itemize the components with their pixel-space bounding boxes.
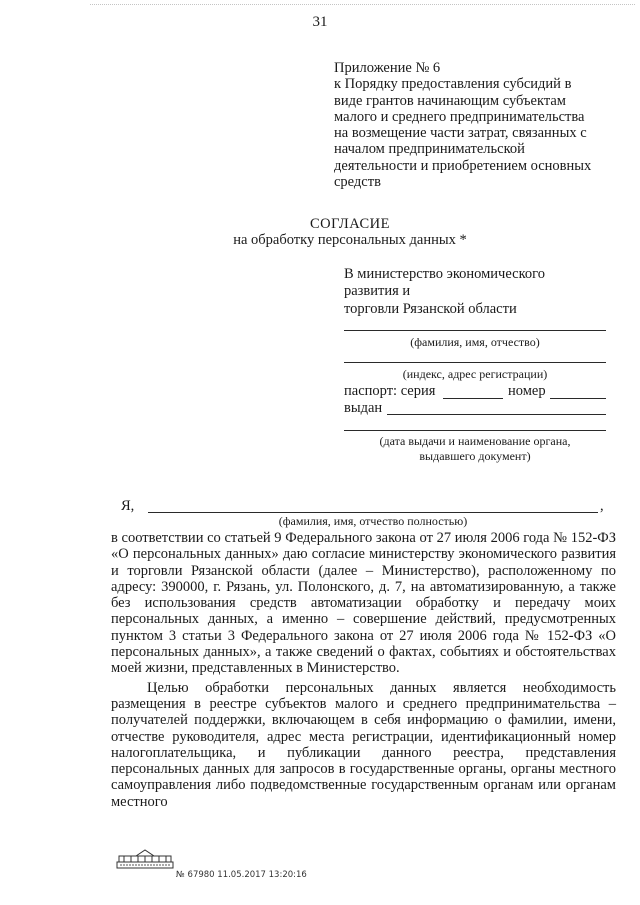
appendix-line: деятельности и приобретением основных xyxy=(334,157,592,174)
scan-edge-line xyxy=(90,4,635,5)
fio-input-line[interactable] xyxy=(344,330,606,331)
passport-number-field[interactable] xyxy=(550,398,606,399)
full-name-field[interactable] xyxy=(148,512,598,513)
appendix-line: малого и среднего предпринимательства xyxy=(334,108,585,125)
appendix-line: на возмещение части затрат, связанных с xyxy=(334,125,587,142)
issued-label: выдан xyxy=(344,400,383,416)
appendix-line: виде грантов начинающим субъектам xyxy=(334,92,566,109)
appendix-line: средств xyxy=(334,174,381,191)
document-subtitle: на обработку персональных данных * xyxy=(233,232,467,248)
addressee-block xyxy=(344,266,614,318)
registration-stamp: № 67980 11.05.2017 13:20:16 xyxy=(176,870,307,880)
full-name-caption: (фамилия, имя, отчество полностью) xyxy=(278,514,468,528)
building-stamp-icon xyxy=(116,848,174,870)
consent-paragraph-2: Целью обработки персональных данных является необходимость размещения в реестре субъектов малого и среднего предпринимательства – получателей поддержки, включающем в себя информацию о фамилии, имени, отчестве руководителя, адрес места регистрации, идентификационный номер налогоплательщика, и публикации данного реестра, представления персональных данных для запросов в государственные органы, органы местного самоуправления либо подведомственные государственным органам или органам местного xyxy=(111,679,616,810)
page-number: 31 xyxy=(312,14,328,30)
consent-paragraph-1: в соответствии со статьей 9 Федерального закона от 27 июля 2006 года № 152-ФЗ «О персональных данных» даю согласие министерству экономического развития и торговли Рязанской области (далее – Министерство), расположенному по адресу: 390000, г. Рязань, ул. Полонского, д. 7, на автоматизированную, а также без использования средств автоматизации обработку и передачу моих персональных данных, а именно – совершение действий, предусмотренных пунктом 3 статьи 3 Федерального закона от 27 июля 2006 года № 152-ФЗ «О персональных данных», а также сведений о фактах, событиях и обстоятельствах моей жизни, представленных в Министерство. xyxy=(111,530,616,677)
issued-field[interactable] xyxy=(387,414,606,415)
document-title: СОГЛАСИЕ xyxy=(309,216,391,232)
issued-field-second-line[interactable] xyxy=(344,430,606,431)
ya-label: Я, xyxy=(121,498,135,514)
fio-caption: (фамилия, имя, отчество) xyxy=(410,335,540,349)
appendix-heading: Приложение № 6 xyxy=(334,60,441,76)
appendix-line: началом предпринимательской xyxy=(334,141,525,158)
passport-number-label: номер xyxy=(508,383,546,399)
comma-mark: , xyxy=(600,498,604,514)
address-caption: (индекс, адрес регистрации) xyxy=(402,367,548,381)
issue-caption-line-2: выдавшего документ) xyxy=(419,449,531,463)
addressee-line-1: В министерство экономического xyxy=(344,266,545,282)
appendix-line: к Порядку предоставления субсидий в xyxy=(334,76,572,93)
addressee-line-3: торговли Рязанской области xyxy=(344,300,517,317)
issue-caption-line-1: (дата выдачи и наименование органа, xyxy=(379,434,571,448)
address-input-line[interactable] xyxy=(344,362,606,363)
addressee-line-2: развития и xyxy=(344,283,411,300)
passport-series-label: паспорт: серия xyxy=(344,383,436,399)
appendix-block xyxy=(334,60,626,190)
consent-body xyxy=(111,530,616,810)
passport-series-field[interactable] xyxy=(443,398,503,399)
